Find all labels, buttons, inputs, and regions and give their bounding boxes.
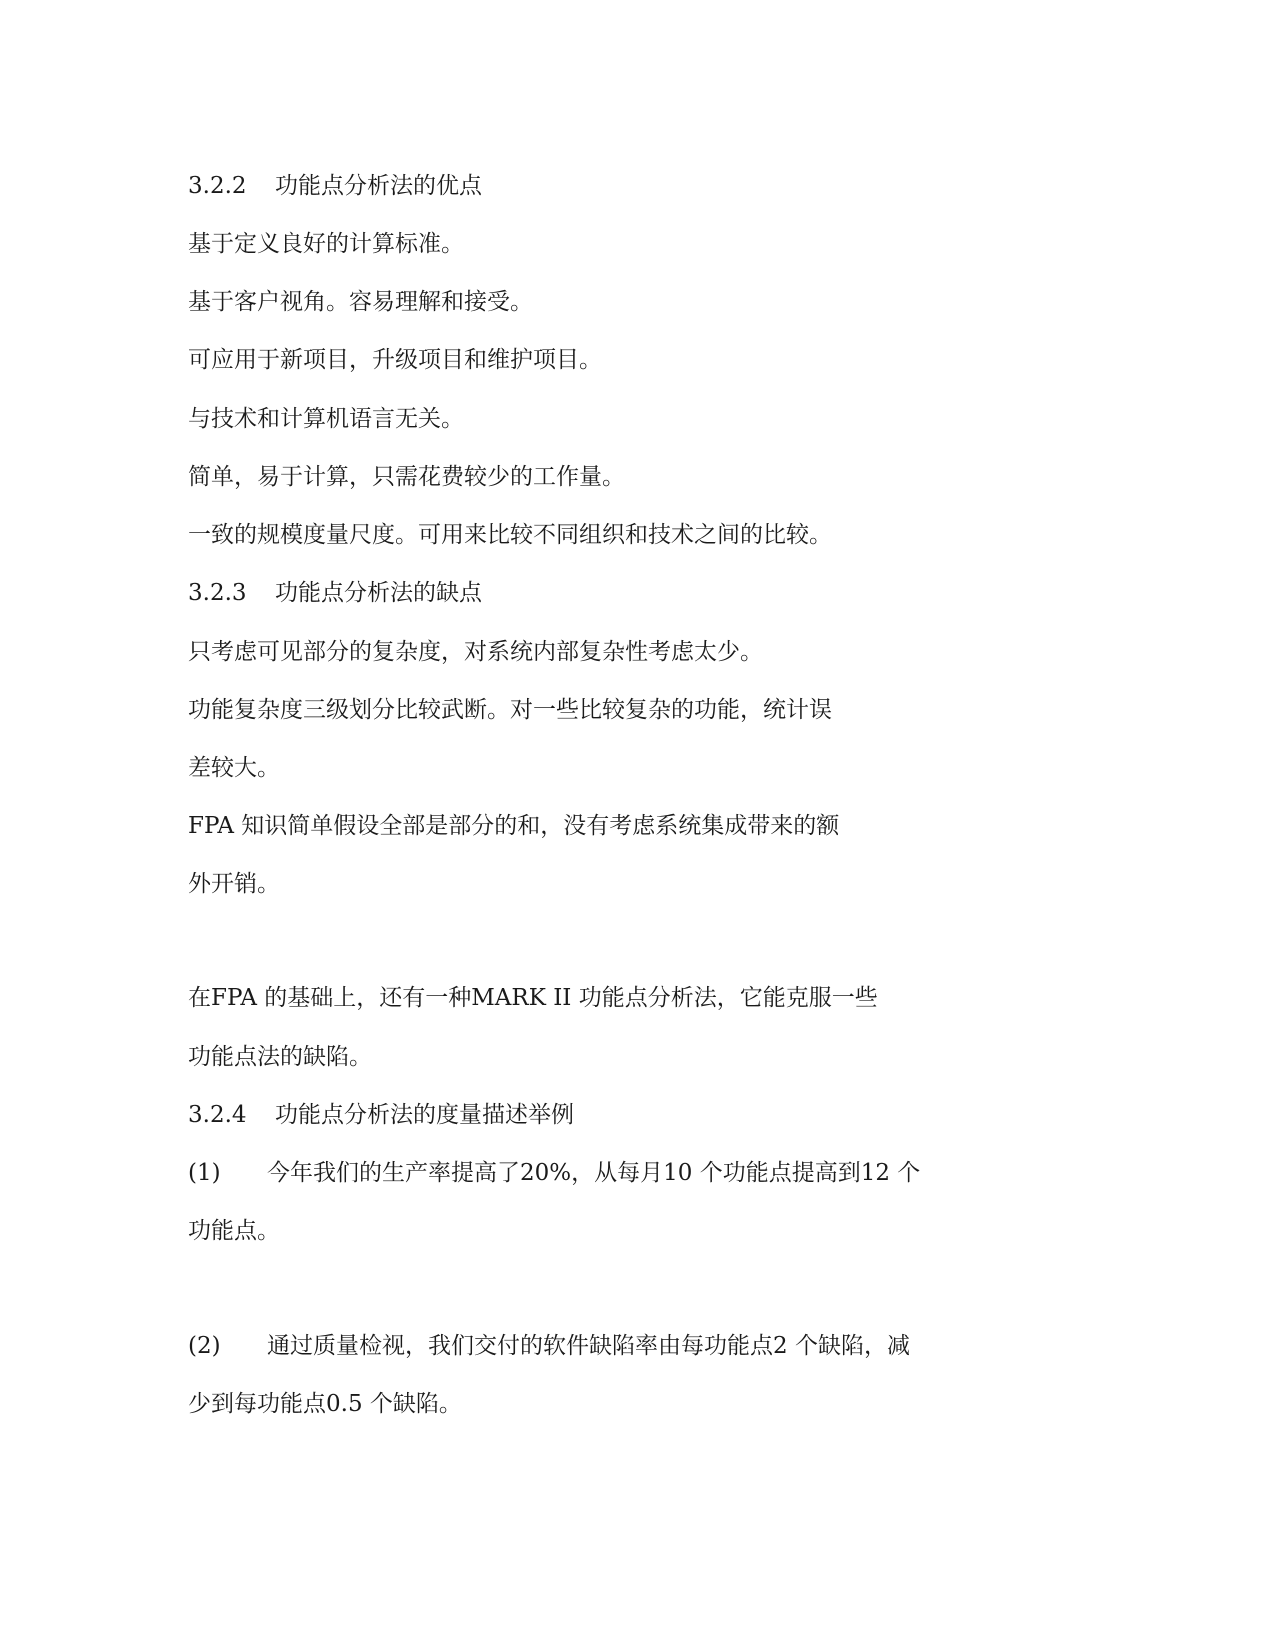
advantage-item: 与技术和计算机语言无关。: [188, 406, 464, 432]
section-title: 功能点分析法的缺点: [275, 580, 482, 606]
example-text: 通过质量检视，我们交付的软件缺陷率由每功能点2 个缺陷，减: [267, 1333, 910, 1359]
example-label: (2): [188, 1333, 221, 1359]
section-number: 3.2.2: [188, 173, 247, 199]
section-heading-3-2-2: [188, 171, 482, 201]
section-number: 3.2.4: [188, 1102, 247, 1128]
example-item-1: [188, 1158, 920, 1188]
mark2-paragraph-line: 在FPA 的基础上，还有一种MARK II 功能点分析法，它能克服一些: [188, 985, 878, 1011]
advantage-item: 简单，易于计算，只需花费较少的工作量。: [188, 464, 625, 490]
disadvantage-item: 功能复杂度三级划分比较武断。对一些比较复杂的功能，统计误: [188, 697, 832, 723]
disadvantage-item-continued: 外开销。: [188, 871, 280, 897]
section-title: 功能点分析法的优点: [275, 173, 482, 199]
mark2-paragraph-line: 功能点法的缺陷。: [188, 1044, 372, 1070]
example-item-2-continued: 少到每功能点0.5 个缺陷。: [188, 1391, 462, 1417]
section-heading-3-2-4: [188, 1100, 574, 1130]
example-item-2: [188, 1331, 910, 1361]
section-title: 功能点分析法的度量描述举例: [275, 1102, 574, 1128]
advantage-item: 基于定义良好的计算标准。: [188, 231, 464, 257]
advantage-item: 基于客户视角。容易理解和接受。: [188, 289, 533, 315]
advantage-item: 可应用于新项目，升级项目和维护项目。: [188, 347, 602, 373]
example-text: 今年我们的生产率提高了20%，从每月10 个功能点提高到12 个: [267, 1160, 921, 1186]
example-label: (1): [188, 1160, 221, 1186]
section-number: 3.2.3: [188, 580, 247, 606]
advantage-item: 一致的规模度量尺度。可用来比较不同组织和技术之间的比较。: [188, 522, 832, 548]
disadvantage-item: FPA 知识简单假设全部是部分的和，没有考虑系统集成带来的额: [188, 813, 840, 839]
disadvantage-item: 只考虑可见部分的复杂度，对系统内部复杂性考虑太少。: [188, 639, 763, 665]
section-heading-3-2-3: [188, 578, 482, 608]
example-item-1-continued: 功能点。: [188, 1218, 280, 1244]
disadvantage-item-continued: 差较大。: [188, 755, 280, 781]
